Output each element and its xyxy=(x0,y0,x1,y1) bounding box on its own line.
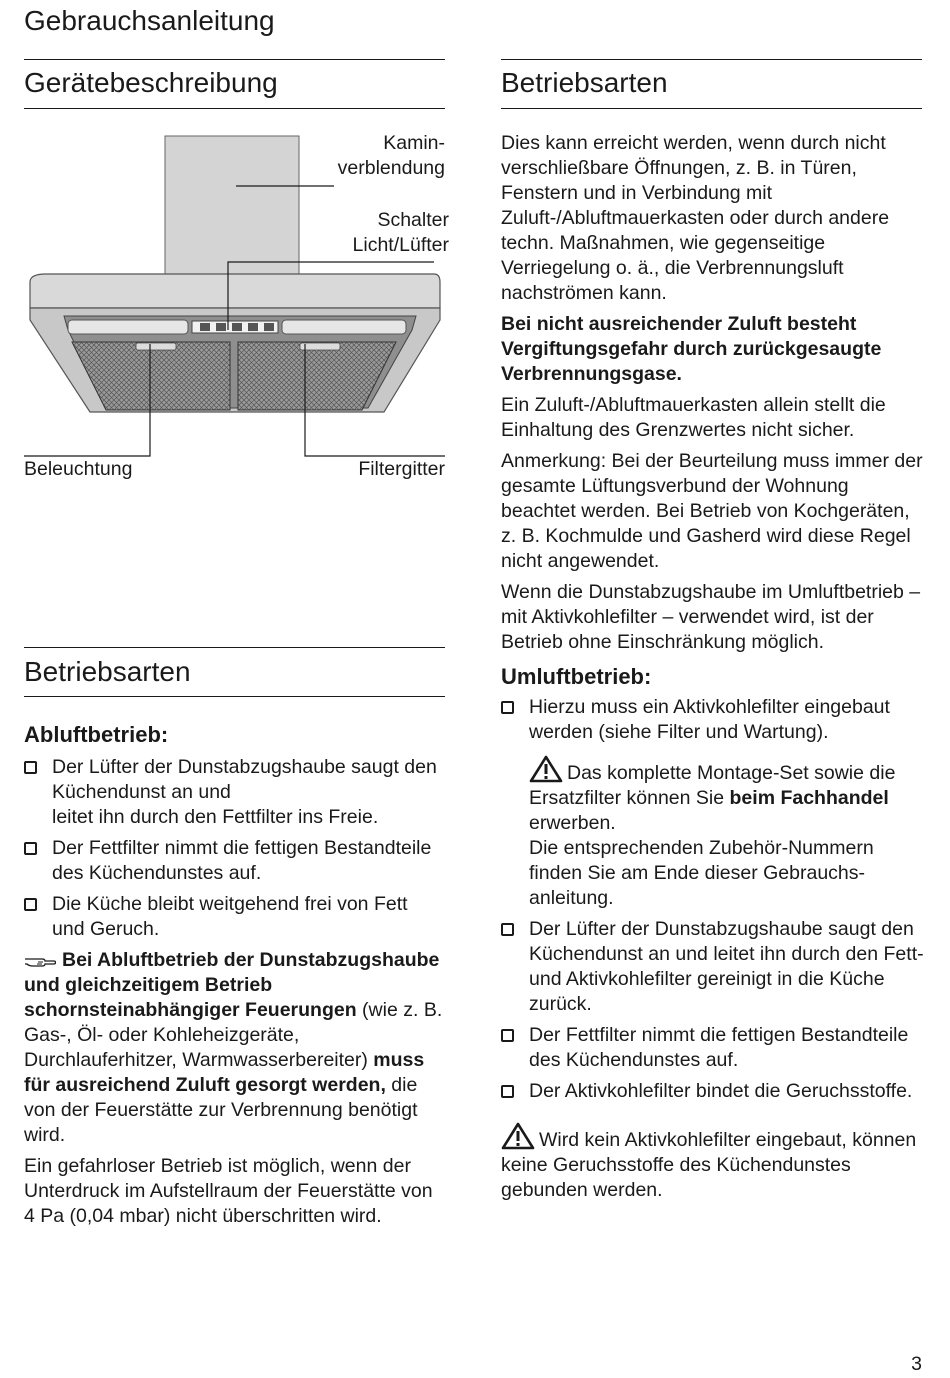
right-para-2-warning: Bei nicht ausreichender Zuluft besteht Vergiftungsgefahr durch zurückgesaugte Verbrennungsgase. xyxy=(501,313,882,385)
right-para-1: Dies kann erreicht werden, wenn durch nicht verschließbare Öffnungen, z. B. in Türen, Fenstern und in Verbindung mit Zuluft-/Abluftmauerkasten oder durch andere techn. Maßnahmen, wie gegenseitige Verriegelung o. ä., die Verbrennungsluft nachströmen kann. xyxy=(501,132,890,304)
rule-left-betriebsarten-top xyxy=(24,647,445,648)
umluft-bullet-3: Der Fettfilter nimmt die fettigen Bestandteile des Küchendunstes auf. xyxy=(501,1023,925,1073)
label-schalter: Schalter Licht/Lüfter xyxy=(352,209,449,256)
abluft-note: Bei Abluftbetrieb der Dunstabzugshaube und gleichzeitigem Betrieb schornsteinabhängiger Feuerungen (wie z. B. Gas-, Öl- oder Kohleheizgeräte, Durchlauferhitzer, Warmwasserbereiter) muss für ausreichend Zuluft gesorgt werden, die von der Feuerstätte zur Verbrennung benötigt wird. xyxy=(24,949,443,1146)
right-body xyxy=(501,131,925,1203)
pointing-hand-icon xyxy=(24,953,56,969)
umluft-bullet-2: Der Lüfter der Dunstabzugshaube saugt den Küchendunst an und leitet ihn durch den Fett- und Aktivkohlefilter gereinigt in die Küche zurück. xyxy=(501,917,925,1017)
chimney-cover xyxy=(165,136,299,274)
abluft-para-last: Ein gefahrloser Betrieb ist möglich, wenn der Unterdruck im Aufstellraum der Feuerstätte von 4 Pa (0,04 mbar) nicht überschritten wird. xyxy=(24,1155,433,1227)
rule-right-heading xyxy=(501,108,922,109)
umluft-bullet-4: Der Aktivkohlefilter bindet die Geruchsstoffe. xyxy=(501,1079,925,1104)
checkbox-bullet-icon xyxy=(501,923,514,936)
checkbox-bullet-icon xyxy=(24,898,37,911)
checkbox-bullet-icon xyxy=(501,701,514,714)
page-number: 3 xyxy=(911,1353,922,1375)
right-para-3: Ein Zuluft-/Abluftmauerkasten allein stellt die Einhaltung des Grenzwertes nicht sicher. xyxy=(501,394,886,441)
light-panel-left xyxy=(68,320,188,334)
checkbox-bullet-icon xyxy=(501,1029,514,1042)
abluft-bullet-2: Der Fettfilter nimmt die fettigen Bestandteile des Küchendunstes auf. xyxy=(24,836,445,886)
warning-triangle-icon xyxy=(501,1122,535,1150)
section-heading-betriebsarten-right: Betriebsarten xyxy=(501,67,668,98)
umluft-bullet-1: Hierzu muss ein Aktivkohlefilter eingebaut werden (siehe Filter und Wartung). xyxy=(501,695,925,745)
rule-left-betriebsarten-bottom xyxy=(24,696,445,697)
section-heading-geraetebeschreibung: Gerätebeschreibung xyxy=(24,67,278,98)
abluft-bullet-3: Die Küche bleibt weitgehend frei von Fett und Geruch. xyxy=(24,892,445,942)
umluft-warning-2: Wird kein Aktivkohlefilter eingebaut, können keine Geruchsstoffe des Küchendunstes gebunden werden. xyxy=(501,1122,925,1203)
checkbox-bullet-icon xyxy=(24,761,37,774)
light-panel-right xyxy=(282,320,406,334)
right-para-5: Wenn die Dunstabzugshaube im Umluftbetrieb – mit Aktivkohlefilter – verwendet wird, ist der Betrieb ohne Einschränkung möglich. xyxy=(501,581,921,653)
rule-left-heading xyxy=(24,108,445,109)
document-title: Gebrauchsanleitung xyxy=(24,5,275,36)
section-heading-betriebsarten-left: Betriebsarten xyxy=(24,656,191,687)
abluft-heading: Abluftbetrieb: xyxy=(24,722,169,747)
rule-right-top xyxy=(501,59,922,60)
umluft-warning-1: Das komplette Montage-Set sowie die Ersatzfilter können Sie beim Fachhandel erwerben. Die entsprechenden Zubehör-Nummern finden Sie am Ende dieser Gebrauchsanleitung. xyxy=(501,755,925,911)
label-filtergitter: Filtergitter xyxy=(358,458,445,480)
checkbox-bullet-icon xyxy=(24,842,37,855)
right-para-4: Anmerkung: Bei der Beurteilung muss immer der gesamte Lüftungsverbund der Wohnung beachtet werden. Bei Betrieb von Kochgeräten, z. B. Kochmulde und Gasherd wird diese Regel nicht angewendet. xyxy=(501,450,923,572)
label-kaminverblendung: Kamin- verblendung xyxy=(337,132,445,179)
umluft-heading: Umluftbetrieb: xyxy=(501,664,652,689)
canopy-top xyxy=(30,274,440,308)
left-body xyxy=(24,755,445,1235)
checkbox-bullet-icon xyxy=(501,1085,514,1098)
warning-triangle-icon xyxy=(529,755,563,783)
rule-left-top xyxy=(24,59,445,60)
abluft-bullet-1: Der Lüfter der Dunstabzugshaube saugt den Küchendunst an und leitet ihn durch den Fettfilter ins Freie. xyxy=(24,755,445,830)
label-beleuchtung: Beleuchtung xyxy=(24,458,133,480)
